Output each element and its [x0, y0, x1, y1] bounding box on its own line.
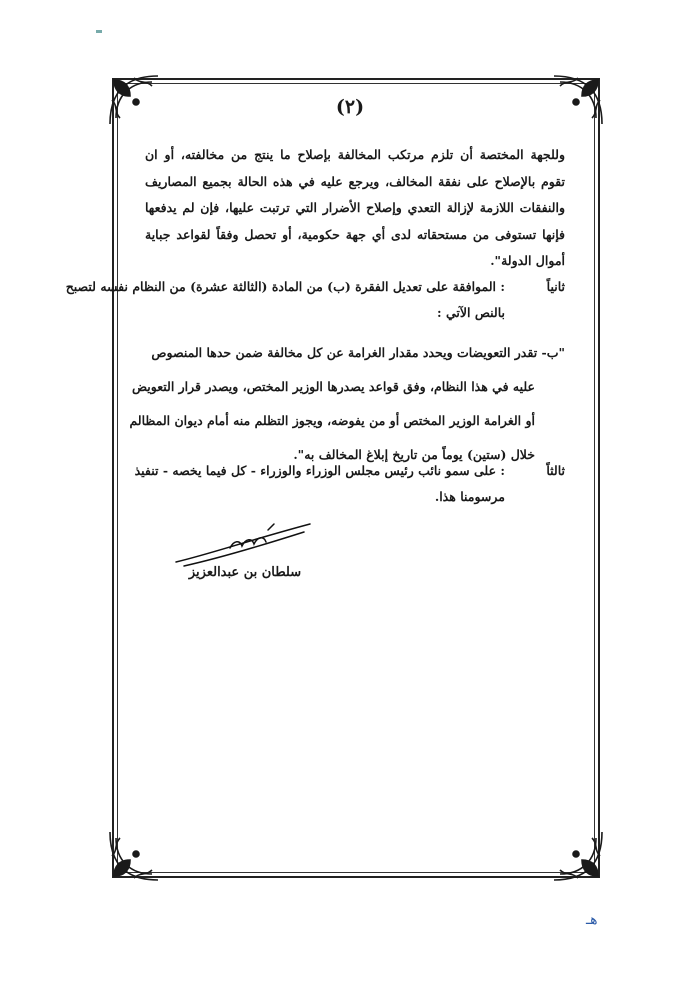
- clause-line: : على سمو نائب رئيس مجلس الوزراء والوزراء - كل فيما يخصه - تنفيذ: [134, 463, 505, 478]
- clause-line: : الموافقة على تعديل الفقرة (ب) من المادة (الثالثة عشرة) من النظام نفسه لتصبح: [65, 279, 505, 294]
- scan-speck: [96, 30, 102, 33]
- clause-body: [115, 458, 505, 510]
- paragraph-line: وللجهة المختصة أن تلزم مرتكب المخالفة بإصلاح ما ينتج من مخالفته، أو ان: [145, 147, 565, 162]
- clause-second: [65, 274, 565, 326]
- signer-name: سلطان بن عبدالعزيز: [188, 565, 302, 580]
- paragraph-line: تقوم بالإصلاح على نفقة المخالف، ويرجع عليه في هذه الحالة بجميع المصاريف: [145, 173, 565, 189]
- corner-ornament-icon: [106, 828, 162, 884]
- clause-line: مرسومنا هذا.: [434, 489, 505, 504]
- corner-stamp: هـ: [586, 912, 598, 928]
- clause-line: بالنص الآتي :: [437, 305, 505, 320]
- continuation-paragraph: [145, 142, 565, 275]
- paragraph-line: فإنها تستوفى من مستحقاته لدى أي جهة حكومية، أو تحصل وفقاً لقواعد جباية: [145, 226, 565, 242]
- quote-line: "ب- تقدر التعويضات ويحدد مقدار الغرامة عن كل مخالفة ضمن حدها المنصوص: [151, 345, 565, 360]
- quoted-amendment: [129, 336, 565, 472]
- clause-body: [65, 274, 505, 326]
- corner-ornament-icon: [550, 828, 606, 884]
- clause-label: ثانياً: [546, 279, 565, 294]
- quote-line: خلال (ستين) يوماً من تاريخ إبلاغ المخالف به".: [293, 447, 535, 462]
- quote-line: أو الغرامة الوزير المختص أو من يفوضه، ويجوز التظلم منه أمام ديوان المظالم: [129, 413, 535, 428]
- clause-third: [115, 458, 565, 510]
- page-number: (٢): [335, 96, 365, 118]
- clause-label: ثالثاً: [546, 463, 565, 478]
- quote-line: عليه في هذا النظام، وفق قواعد يصدرها الوزير المختص، ويصدر قرار التعويض: [131, 379, 535, 394]
- paragraph-line: أموال الدولة".: [490, 253, 565, 268]
- paragraph-line: والنفقات اللازمة لإزالة التعدي وإصلاح الأضرار التي ترتبت عليها، فإن لم يدفعها: [145, 200, 565, 215]
